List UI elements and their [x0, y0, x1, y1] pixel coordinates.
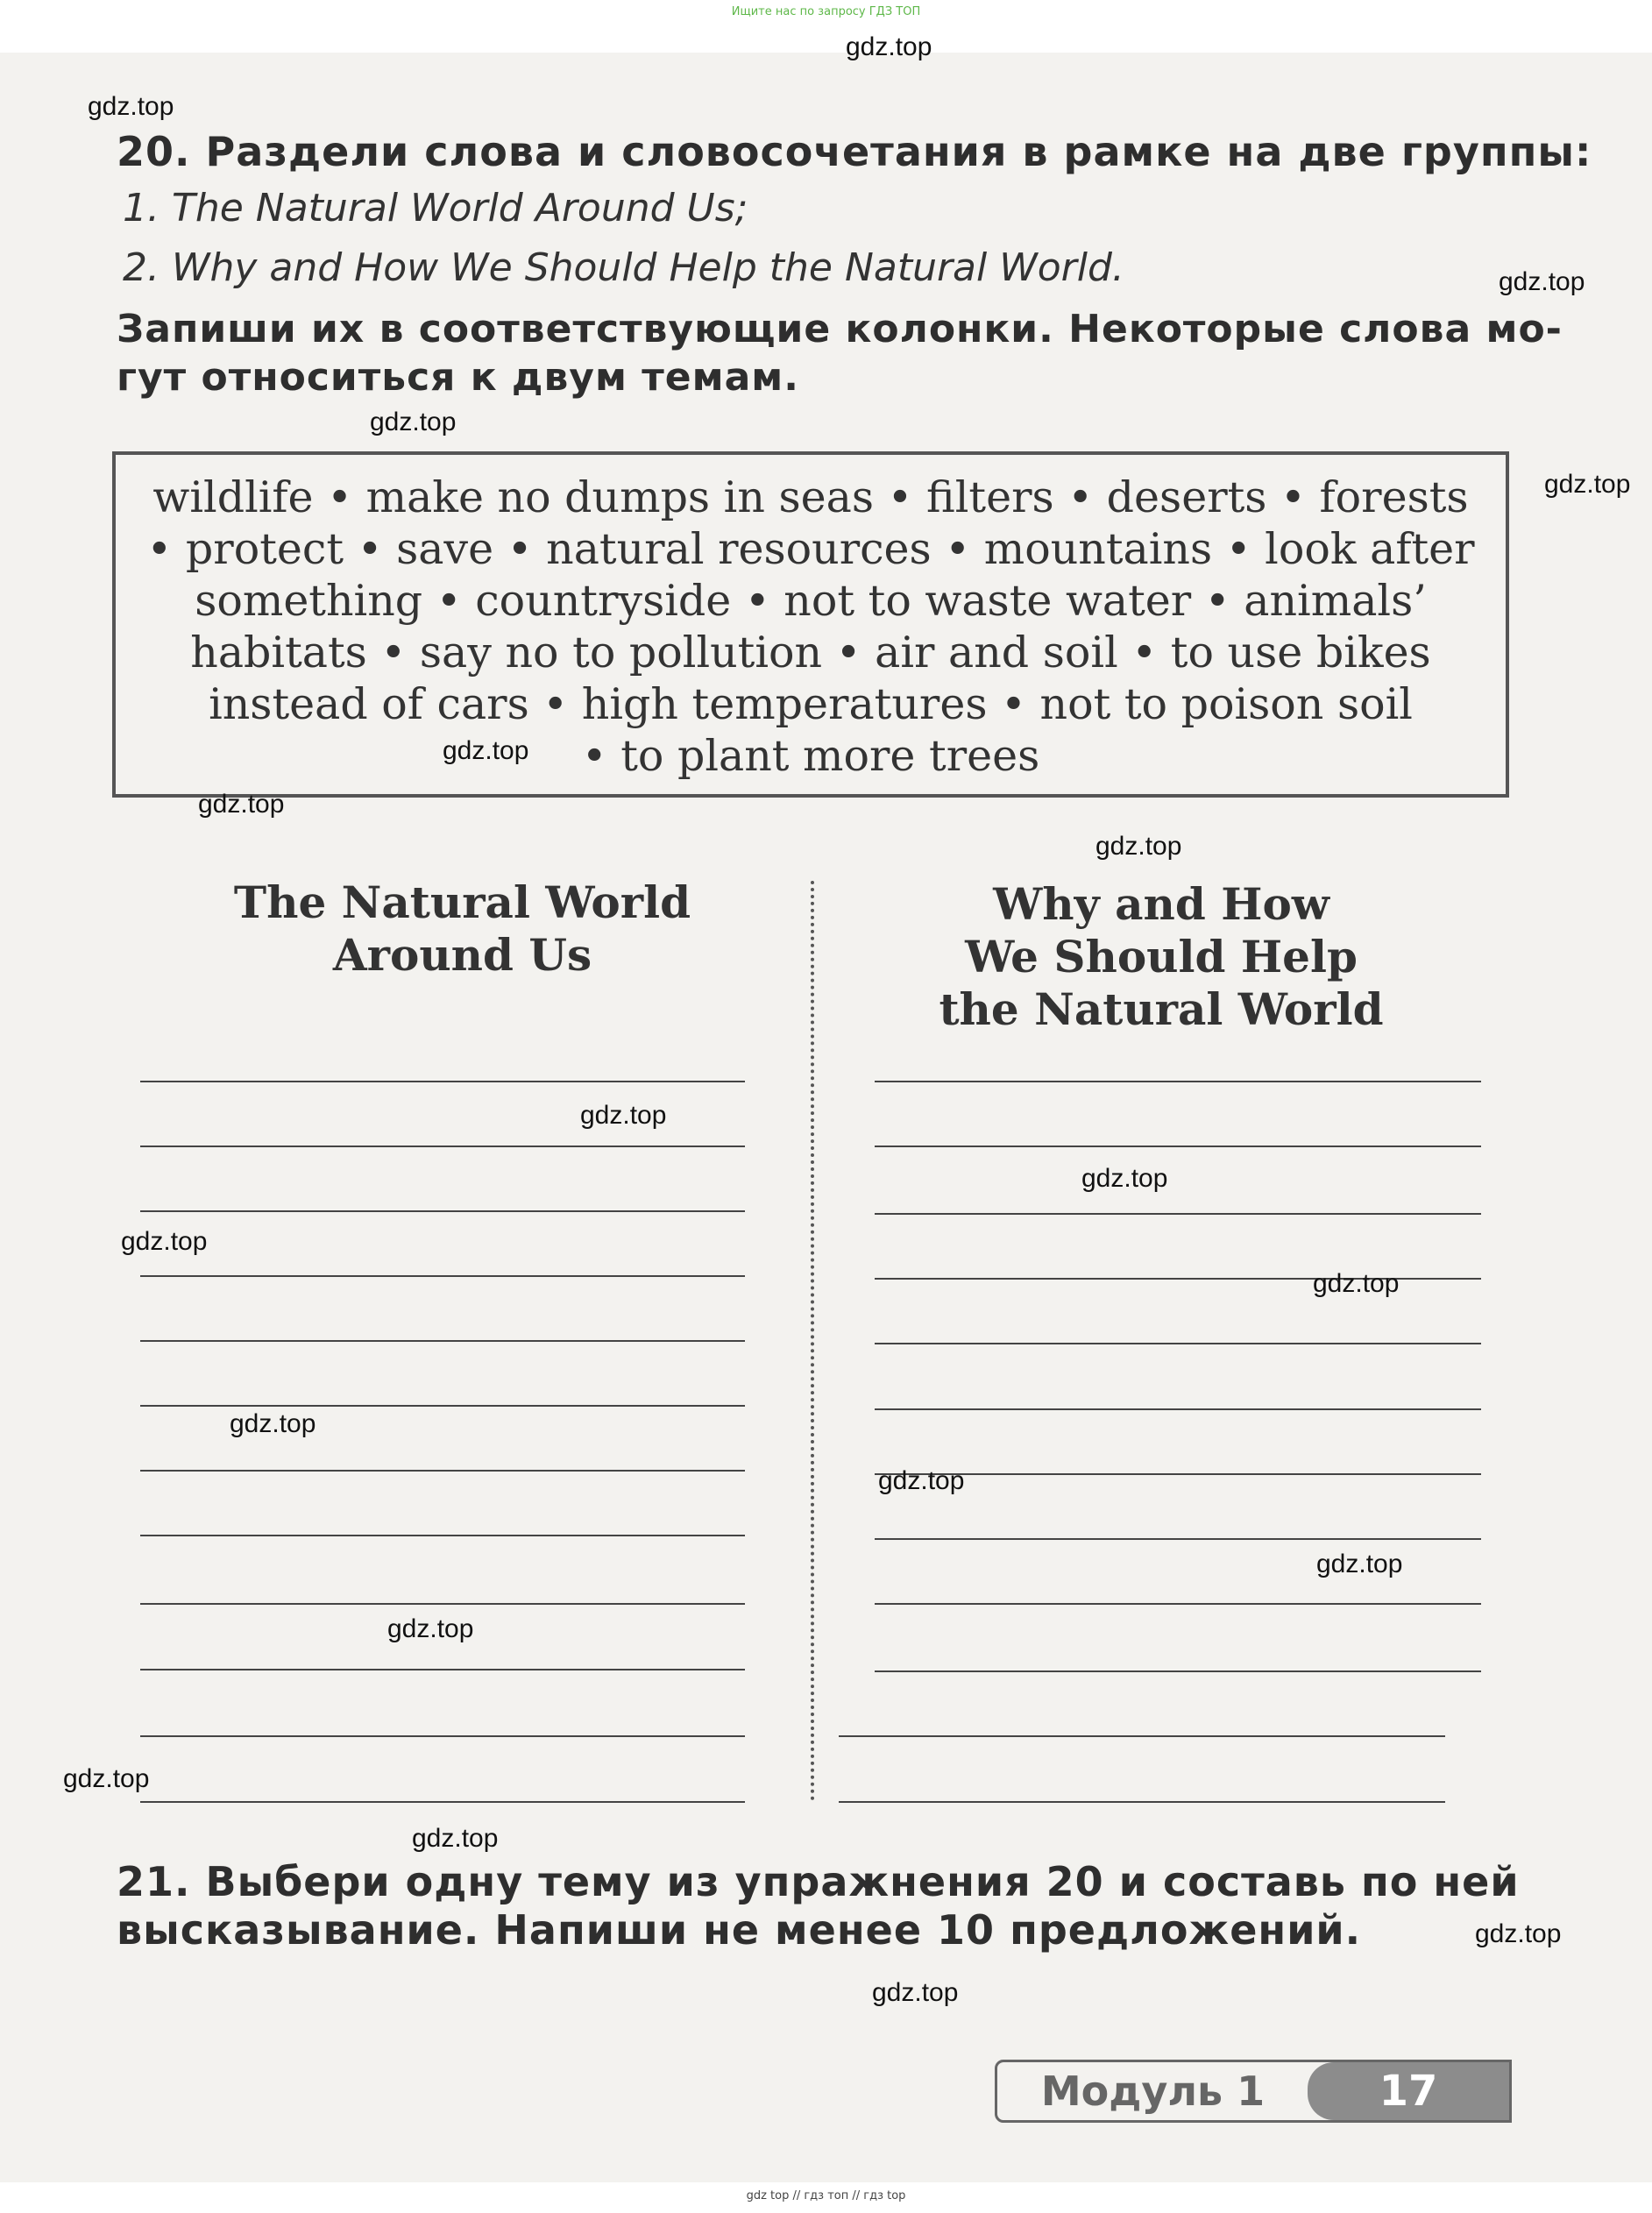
watermark: gdz.top: [1544, 470, 1631, 499]
watermark: gdz.top: [443, 736, 529, 765]
column-right-heading: [841, 878, 1481, 1036]
word-box-line: something • countryside • not to waste water • animals’: [195, 576, 1427, 626]
watermark: gdz.top: [878, 1466, 965, 1495]
exercise-20-title: 20. Раздели слова и словосочетания в рамке на две группы:: [117, 128, 1592, 175]
column-left-heading-line: Around Us: [332, 929, 592, 981]
watermark: gdz.top: [1499, 267, 1585, 296]
answer-line-right[interactable]: [875, 1081, 1481, 1082]
word-box: [112, 451, 1509, 798]
watermark: gdz.top: [1313, 1269, 1400, 1298]
top-banner: Ищите нас по запросу ГДЗ ТОП: [731, 5, 921, 18]
word-box-line: habitats • say no to pollution • air and soil • to use bikes: [190, 628, 1431, 677]
answer-line-left[interactable]: [140, 1146, 745, 1147]
answer-line-left[interactable]: [140, 1340, 745, 1342]
column-right-heading-line: We Should Help: [965, 931, 1358, 982]
watermark: gdz.top: [230, 1409, 316, 1438]
answer-line-right[interactable]: [875, 1146, 1481, 1147]
word-box-line: • protect • save • natural resources • mountains • look after: [146, 524, 1475, 574]
answer-line-right[interactable]: [875, 1603, 1481, 1605]
watermark: gdz.top: [370, 408, 457, 436]
column-left-heading-line: The Natural World: [233, 876, 691, 928]
answer-line-left[interactable]: [140, 1535, 745, 1536]
answer-line-right[interactable]: [875, 1670, 1481, 1672]
column-right-heading-line: Why and How: [993, 878, 1329, 930]
column-right-heading-line: the Natural World: [939, 983, 1384, 1035]
answer-line-right[interactable]: [875, 1408, 1481, 1410]
answer-line-left[interactable]: [140, 1275, 745, 1277]
instruction-line-2: гут относиться к двум темам.: [117, 355, 799, 400]
answer-line-right[interactable]: [875, 1343, 1481, 1344]
watermark: gdz.top: [1316, 1550, 1403, 1578]
answer-line-right[interactable]: [875, 1473, 1481, 1475]
word-box-line: • to plant more trees: [581, 731, 1040, 781]
column-divider: [811, 881, 814, 1801]
answer-line-left[interactable]: [140, 1405, 745, 1407]
watermark: gdz.top: [1475, 1919, 1562, 1948]
column-left-heading: [140, 876, 784, 982]
watermark: gdz.top: [872, 1978, 959, 2007]
answer-line-right[interactable]: [875, 1538, 1481, 1540]
exercise-21-line-1: 21. Выбери одну тему из упражнения 20 и составь по ней: [117, 1858, 1520, 1905]
answer-line-left[interactable]: [140, 1470, 745, 1472]
module-label: Модуль 1: [1040, 2068, 1266, 2115]
module-tab: [995, 2060, 1512, 2123]
answer-line-left[interactable]: [140, 1603, 745, 1605]
answer-line-right[interactable]: [839, 1735, 1445, 1737]
watermark: gdz.top: [387, 1614, 474, 1643]
watermark: gdz.top: [88, 92, 174, 121]
word-box-line: wildlife • make no dumps in seas • filters • deserts • forests: [152, 472, 1469, 522]
watermark: gdz.top: [580, 1101, 667, 1130]
exercise-21-line-2: высказывание. Напиши не менее 10 предложений.: [117, 1906, 1362, 1954]
watermark: gdz.top: [1095, 832, 1182, 861]
answer-line-left[interactable]: [140, 1669, 745, 1670]
watermark: gdz.top: [198, 790, 285, 819]
answer-line-right[interactable]: [839, 1801, 1445, 1803]
instruction-line-1: Запиши их в соответствующие колонки. Некоторые слова мо-: [117, 307, 1563, 351]
bottom-banner: gdz top // гдз топ // гдз top: [746, 2189, 906, 2202]
topic-2: 2. Why and How We Should Help the Natural World.: [123, 245, 1124, 290]
watermark: gdz.top: [846, 32, 932, 61]
answer-line-right[interactable]: [875, 1213, 1481, 1215]
topic-1: 1. The Natural World Around Us;: [123, 186, 748, 231]
answer-line-left[interactable]: [140, 1081, 745, 1082]
watermark: gdz.top: [63, 1764, 150, 1793]
page-number: 17: [1308, 2062, 1509, 2120]
watermark: gdz.top: [121, 1227, 208, 1256]
watermark: gdz.top: [412, 1824, 499, 1853]
answer-line-left[interactable]: [140, 1801, 745, 1803]
answer-line-left[interactable]: [140, 1735, 745, 1737]
answer-line-left[interactable]: [140, 1210, 745, 1212]
word-box-line: instead of cars • high temperatures • not to poison soil: [209, 679, 1413, 729]
watermark: gdz.top: [1081, 1164, 1168, 1193]
